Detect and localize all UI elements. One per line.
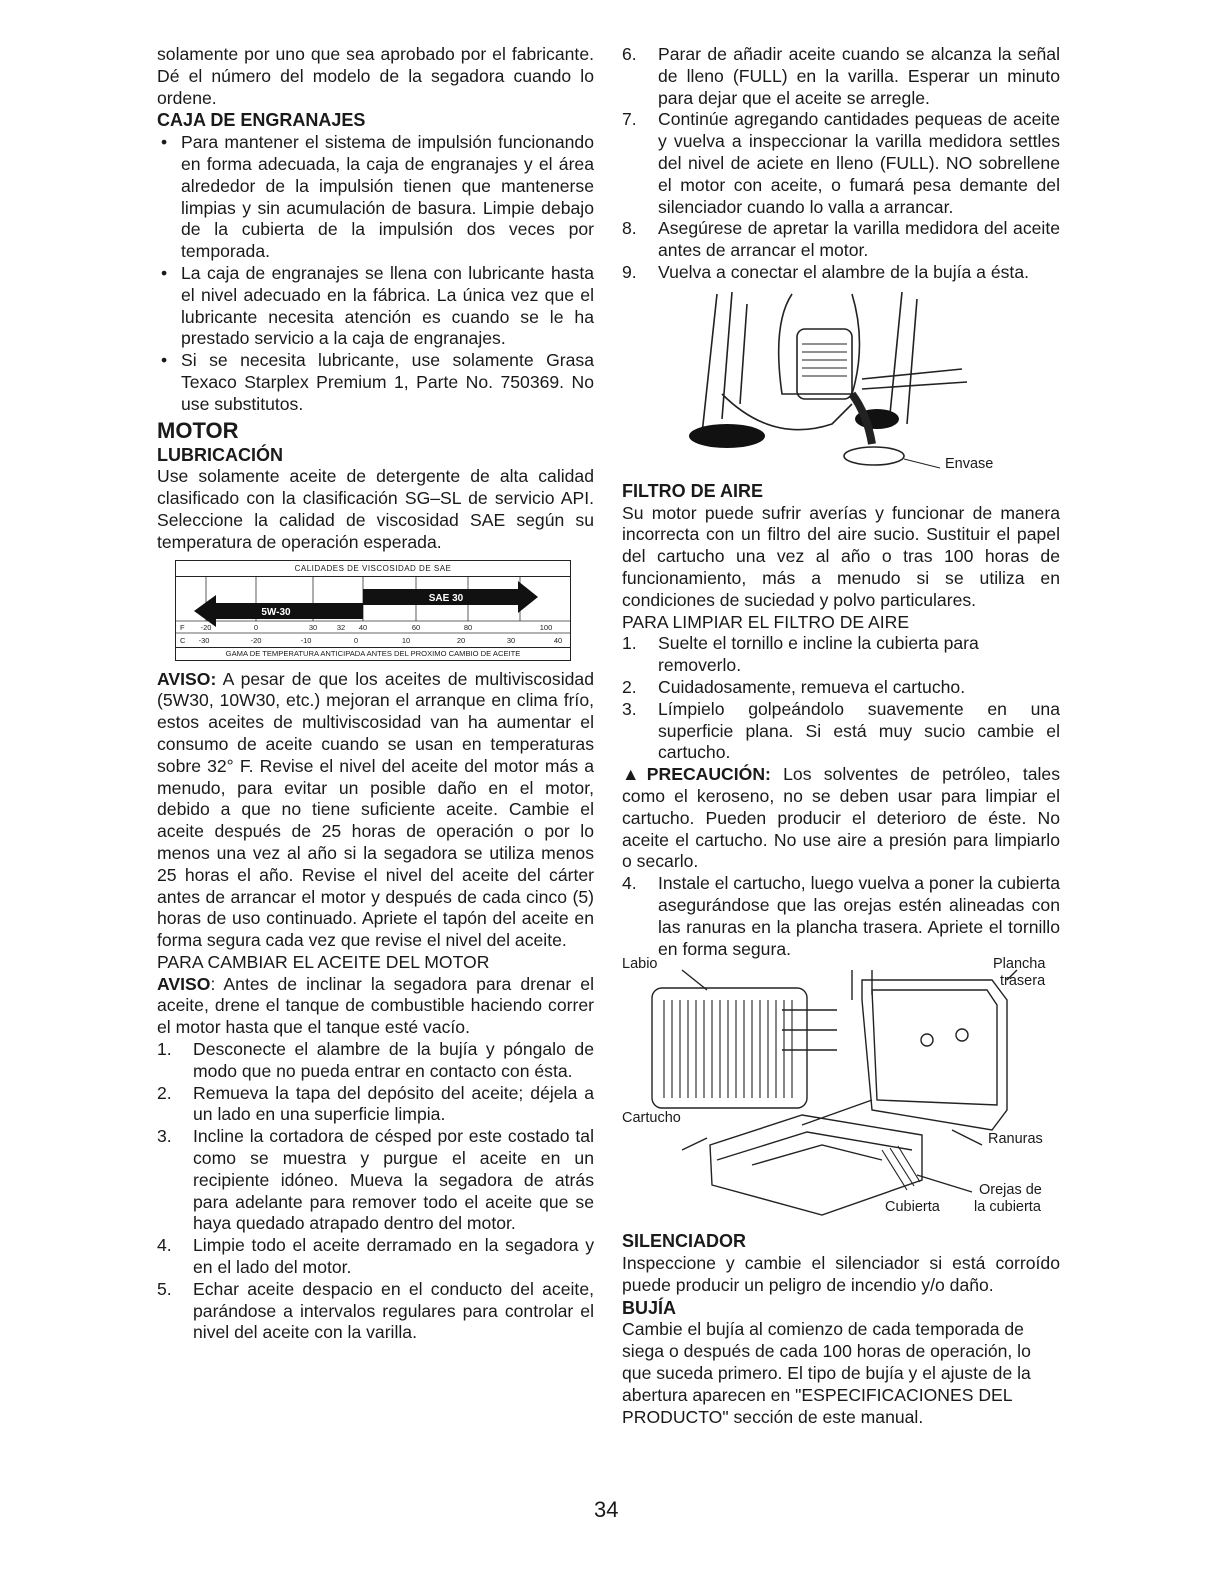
- aviso-paragraph-2: [157, 974, 594, 1039]
- gearbox-bullet: • Si se necesita lubricante, use solamente Grasa Texaco Starplex Premium 1, Parte No. 750369. No use substitutos.: [157, 350, 594, 415]
- ranuras-label: Ranuras: [988, 1131, 1043, 1148]
- step-number: 1.: [157, 1039, 172, 1060]
- step-text: Incline la cortadora de césped por este costado tal como se muestra y purgue el aceite en un recipiente idóneo. Mueva la segadora de atrás para adelante para remover todo el aceite que se haya quedado atrapado dentro del motor.: [193, 1126, 594, 1234]
- c-tick: 20: [456, 635, 466, 645]
- caution-text: Los solventes de petróleo, tales como el keroseno, no se deben usar para limpiar el cartucho. Pueden producir el deterioro de éste. No aceite el cartucho. No use aire a presión para limpiarlo o secarlo.: [622, 764, 1060, 872]
- list-item: [157, 1279, 594, 1344]
- gearbox-heading: CAJA DE ENGRANAJES: [157, 110, 366, 131]
- step-text: Remueva la tapa del depósito del aceite; déjela a un lado en una superficie limpia.: [193, 1082, 594, 1125]
- aviso-text: A pesar de que los aceites de multiviscosidad (5W30, 10W30, etc.) mejoran el arranque en clima frío, estos aceites de multiviscosidad van ha aumentar el consumo de aceite cuando se usan en temperaturas sobre 32° F. Revise el nivel del aceite del motor más a menudo, para evitar un posible daño en el motor, debido a que no tiene suficiente aceite. Cambie el aceite después de 25 horas de operación o por lo menos una vez al año si la segadora se utiliza menos 25 horas el año. Revise el nivel del aceite del cárter antes de arrancar el motor y después de cada cinco (5) horas de uso continuado. Apriete el tapón del aceite en forma segura cada vez que revise el nivel del aceite.: [157, 668, 594, 951]
- f-tick: 32: [336, 622, 346, 632]
- left-column: [157, 44, 594, 1344]
- aviso-label: AVISO:: [157, 668, 217, 689]
- oil-change-steps-continued: [622, 44, 1060, 284]
- c-tick: 0: [353, 635, 359, 645]
- step-text: Asegúrese de apretar la varilla medidora del aceite antes de arrancar el motor.: [658, 218, 1060, 261]
- oil-drain-illustration: [622, 284, 1060, 480]
- lubrication-heading: LUBRICACIÓN: [157, 444, 283, 465]
- page-number: 34: [594, 1497, 619, 1522]
- c-tick: -30: [198, 635, 210, 645]
- f-tick: 0: [253, 622, 259, 632]
- f-axis-label: F: [180, 622, 185, 632]
- step-number: 3.: [157, 1126, 172, 1147]
- viscosity-chart-graphic: [176, 576, 570, 647]
- muffler-text: Inspeccione y cambie el silenciador si está corroído puede producir un peligro de incendio y/o daño.: [622, 1253, 1060, 1295]
- step-text: Limpie todo el aceite derramado en la segadora y en el lado del motor.: [193, 1235, 594, 1278]
- spark-plug-heading: BUJÍA: [622, 1297, 677, 1318]
- list-item: [622, 873, 1060, 960]
- cartucho-label: Cartucho: [622, 1110, 681, 1127]
- step-text: Desconecte el alambre de la bujía y póngalo de modo que no pueda entrar en contacto con ésta.: [193, 1039, 594, 1081]
- chart-footer: GAMA DE TEMPERATURA ANTICIPADA ANTES DEL PROXIMO CAMBIO DE ACEITE: [176, 647, 570, 660]
- f-tick: 30: [308, 622, 318, 632]
- clean-filter-steps: [622, 633, 1060, 764]
- aviso-label: AVISO: [157, 973, 211, 994]
- step-text: Vuelva a conectar el alambre de la bujía a ésta.: [658, 261, 1029, 282]
- f-tick: 60: [411, 622, 421, 632]
- f-tick: 80: [463, 622, 473, 632]
- c-tick: -10: [300, 635, 312, 645]
- step-number: 2.: [622, 676, 637, 697]
- lubrication-text: Use solamente aceite de detergente de alta calidad clasificado con la clasificación SG–SL de servicio API. Seleccione la calidad de viscosidad SAE según su temperatura de operación esperada.: [157, 466, 594, 552]
- step-text: Parar de añadir aceite cuando se alcanza la señal de lleno (FULL) en la varilla. Esperar un minuto para dejar que el aceite se arregle.: [658, 44, 1060, 108]
- step-text: Cuidadosamente, remueva el cartucho.: [658, 676, 966, 697]
- list-item: [622, 44, 1060, 109]
- air-filter-heading: FILTRO DE AIRE: [622, 480, 763, 501]
- clean-filter-heading: PARA LIMPIAR EL FILTRO DE AIRE: [622, 611, 910, 632]
- step-number: 7.: [622, 109, 637, 130]
- clean-filter-step-4: [622, 873, 1060, 960]
- c-tick: 40: [553, 635, 563, 645]
- step-number: 1.: [622, 633, 637, 654]
- sae30-label: SAE 30: [428, 592, 464, 604]
- chart-title: CALIDADES DE VISCOSIDAD DE SAE: [294, 563, 452, 573]
- list-item: [622, 109, 1060, 218]
- orejas-label: Orejas de: [979, 1182, 1042, 1199]
- caution-paragraph: [622, 764, 1060, 873]
- intro-text: solamente por uno que sea aprobado por el fabricante. Dé el número del modelo de la segadora cuando lo ordene.: [157, 44, 594, 108]
- list-item: [622, 262, 1060, 284]
- step-text: Continúe agregando cantidades pequeas de aceite y vuelva a inspeccionar la varilla medidora settles del nivel de aciete en lleno (FULL). NO sobrellene el motor con aceite, o fumará pesa demante del silenciador cuando lo valla a arrancar.: [658, 109, 1060, 217]
- labio-label: Labio: [622, 956, 658, 973]
- step-number: 2.: [157, 1082, 172, 1103]
- step-text: Límpielo golpeándolo suavemente en una superficie plana. Si está muy sucio cambie el cartucho.: [658, 698, 1060, 763]
- oil-change-steps: [157, 1039, 594, 1344]
- cubierta-label: Cubierta: [885, 1199, 940, 1216]
- step-text: Echar aceite despacio en el conducto del aceite, parándose a intervalos regulares para controlar el nivel del aceite con la varilla.: [193, 1278, 594, 1343]
- aviso-paragraph-1: [157, 669, 594, 952]
- list-item: [622, 699, 1060, 764]
- air-filter-text: Su motor puede sufrir averías y funcionar de manera incorrecta con un filtro del aire sucio. Sustituir el papel del cartucho una vez al año o tras 100 horas de funcionamiento, más a menudo si se utiliza en condiciones de suciedad y polvo particulares.: [622, 502, 1060, 610]
- step-number: 3.: [622, 698, 637, 719]
- c-tick: -20: [250, 635, 262, 645]
- step-number: 5.: [157, 1278, 172, 1299]
- spark-plug-text: Cambie el bujía al comienzo de cada temporada de siega o después de cada 100 horas de operación, lo que suceda primero. El tipo de bujía y el ajuste de la abertura aparecen en "ESPECIFICACIONES DEL PRODUCTO" sección de este manual.: [622, 1319, 1031, 1427]
- plancha-label: Plancha: [993, 956, 1046, 973]
- gearbox-bullets: [157, 132, 594, 415]
- step-text: Instale el cartucho, luego vuelva a poner la cubierta asegurándose que las orejas estén alineadas con las ranuras en la plancha trasera. Apriete el tornillo en forma segura.: [658, 873, 1060, 959]
- la-cubierta-label: la cubierta: [974, 1199, 1041, 1216]
- viscosity-chart: [175, 560, 571, 661]
- f-tick: 40: [358, 622, 368, 632]
- step-text: Suelte el tornillo e incline la cubierta para removerlo.: [658, 633, 979, 676]
- 5w30-label: 5W-30: [261, 606, 291, 618]
- step-number: 6.: [622, 44, 637, 64]
- trasera-label: trasera: [1000, 973, 1046, 990]
- list-item: [157, 1083, 594, 1127]
- list-item: [157, 1126, 594, 1235]
- c-tick: 30: [506, 635, 516, 645]
- list-item: [157, 1235, 594, 1279]
- c-tick: 10: [401, 635, 411, 645]
- f-tick: -20: [200, 622, 212, 632]
- oil-drain-figure: [622, 284, 1060, 480]
- motor-heading: MOTOR: [157, 417, 239, 443]
- list-item: [622, 633, 1060, 677]
- warning-triangle-icon: ▲: [622, 764, 647, 785]
- step-number: 4.: [622, 873, 637, 894]
- right-column: [622, 44, 1060, 1428]
- f-tick: 100: [539, 622, 553, 632]
- c-axis-label: C: [180, 635, 186, 645]
- air-filter-figure: [622, 956, 1060, 1230]
- change-oil-heading: PARA CAMBIAR EL ACEITE DEL MOTOR: [157, 951, 490, 972]
- aviso-text: : Antes de inclinar la segadora para drenar el aceite, drene el tanque de combustible haciendo correr el motor hasta que el tanque esté vacío.: [157, 973, 594, 1038]
- gearbox-bullet: • La caja de engranajes se llena con lubricante hasta el nivel adecuado en la fábrica. La única vez que el lubricante necesita atención es cuando se le ha prestado servicio a la caja de engranajes.: [157, 263, 594, 350]
- gearbox-bullet: • Para mantener el sistema de impulsión funcionando en forma adecuada, la caja de engranajes y el área alrededor de la impulsión tienen que mantenerse limpias y sin acumulación de basura. Limpie debajo de la cubierta de la impulsión dos veces por temporada.: [157, 132, 594, 263]
- list-item: [622, 677, 1060, 699]
- step-number: 4.: [157, 1235, 172, 1256]
- step-number: 9.: [622, 261, 637, 282]
- caution-label: PRECAUCIÓN:: [646, 764, 771, 785]
- muffler-heading: SILENCIADOR: [622, 1231, 747, 1252]
- list-item: [622, 218, 1060, 262]
- list-item: [157, 1039, 594, 1083]
- step-number: 8.: [622, 218, 637, 239]
- envase-label: Envase: [945, 455, 994, 472]
